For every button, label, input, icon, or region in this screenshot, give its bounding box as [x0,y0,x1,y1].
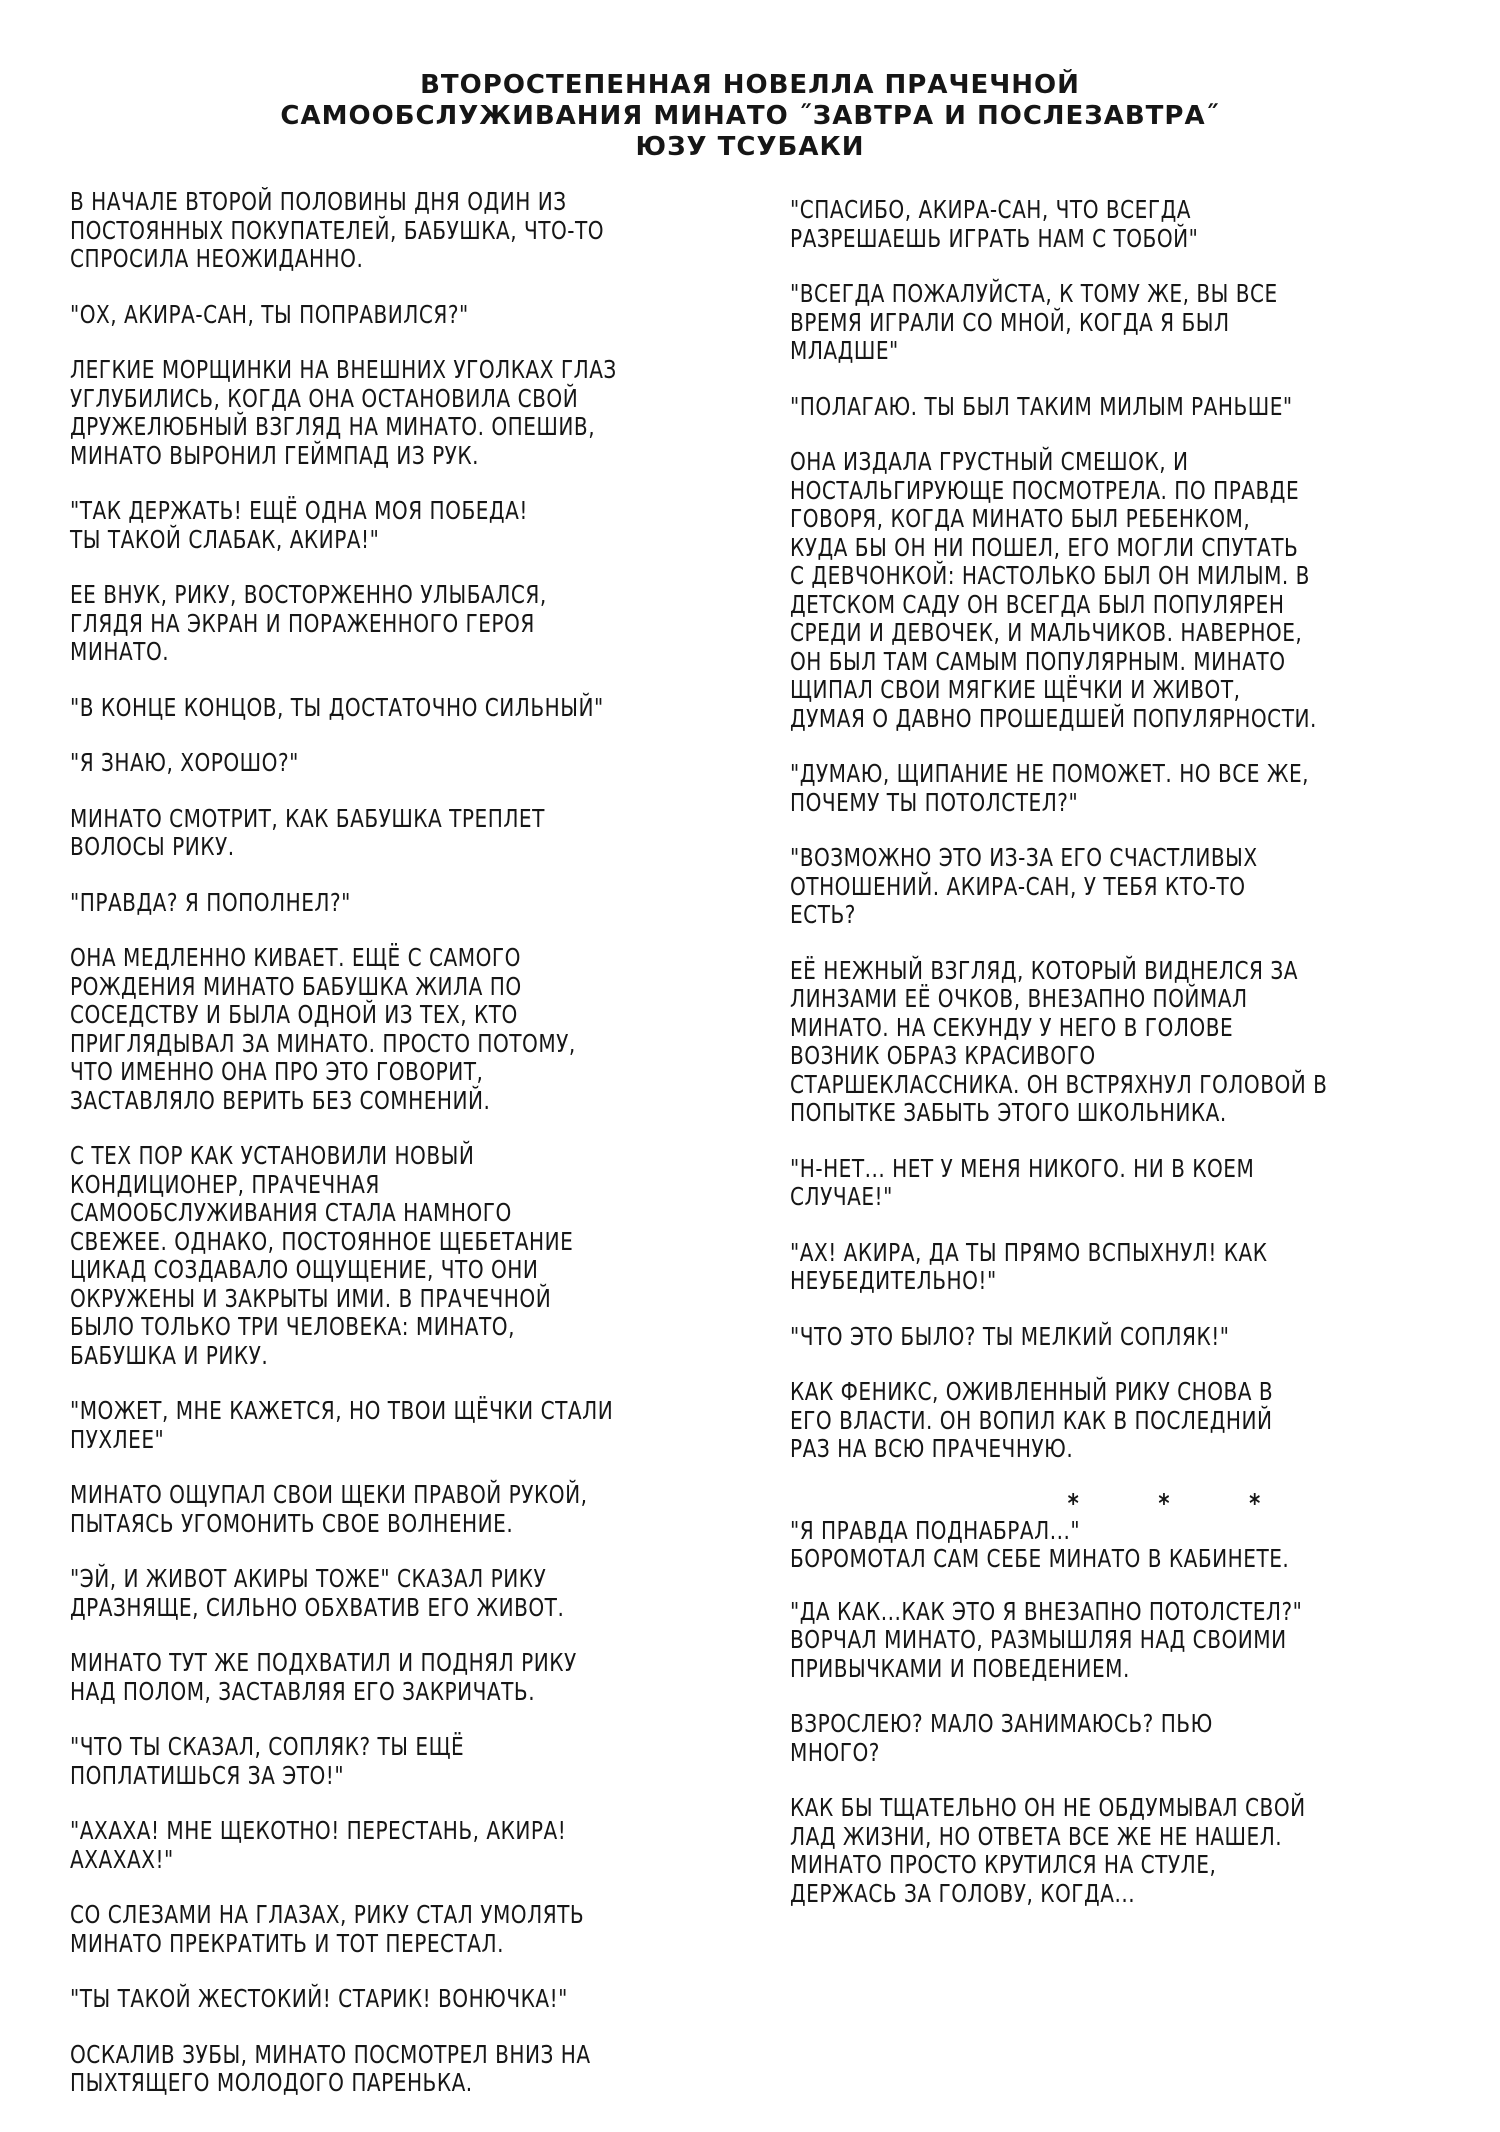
document-title [200,70,1300,163]
paragraph: "ПОЛАГАЮ. ТЫ БЫЛ ТАКИМ МИЛЫМ РАНЬШЕ" [790,391,1293,421]
paragraph: "ВОЗМОЖНО ЭТО ИЗ-ЗА ЕГО СЧАСТЛИВЫХ ОТНОШЕНИЙ. АКИРА-САН, У ТЕБЯ КТО-ТО ЕСТЬ? [790,843,1258,929]
paragraph: "В КОНЦЕ КОНЦОВ, ТЫ ДОСТАТОЧНО СИЛЬНЫЙ" [70,692,604,722]
paragraph: ОСКАЛИВ ЗУБЫ, МИНАТО ПОСМОТРЕЛ ВНИЗ НА ПЫХТЯЩЕГО МОЛОДОГО ПАРЕНЬКА. [70,2039,591,2097]
right-column [790,196,1476,1935]
paragraph: МИНАТО СМОТРИТ, КАК БАБУШКА ТРЕПЛЕТ ВОЛОСЫ РИКУ. [70,803,545,861]
paragraph: "Я ПРАВДА ПОДНАБРАЛ..." БОРОМОТАЛ САМ СЕБЕ МИНАТО В КАБИНЕТЕ. [790,1515,1290,1573]
paragraph: МИНАТО ТУТ ЖЕ ПОДХВАТИЛ И ПОДНЯЛ РИКУ НАД ПОЛОМ, ЗАСТАВЛЯЯ ЕГО ЗАКРИЧАТЬ. [70,1648,577,1706]
paragraph: ОНА МЕДЛЕННО КИВАЕТ. ЕЩЁ С САМОГО РОЖДЕНИЯ МИНАТО БАБУШКА ЖИЛА ПО СОСЕДСТВУ И БЫЛА ОДНОЙ ИЗ ТЕХ, КТО ПРИГЛЯДЫВАЛ ЗА МИНАТО. ПРОСТО ПОТОМУ, ЧТО ИМЕННО ОНА ПРО ЭТО ГОВОРИТ, ЗАСТАВЛЯЛО ВЕРИТЬ БЕЗ СОМНЕНИЙ. [70,943,576,1115]
paragraph: "ВСЕГДА ПОЖАЛУЙСТА, К ТОМУ ЖЕ, ВЫ ВСЕ ВРЕМЯ ИГРАЛИ СО МНОЙ, КОГДА Я БЫЛ МЛАДШЕ" [790,279,1278,365]
paragraph: "МОЖЕТ, МНЕ КАЖЕТСЯ, НО ТВОИ ЩЁЧКИ СТАЛИ ПУХЛЕЕ" [70,1396,614,1454]
scene-break: * * * [1067,1488,1297,1519]
paragraph: СО СЛЕЗАМИ НА ГЛАЗАХ, РИКУ СТАЛ УМОЛЯТЬ МИНАТО ПРЕКРАТИТЬ И ТОТ ПЕРЕСТАЛ. [70,1900,585,1958]
paragraph: ОНА ИЗДАЛА ГРУСТНЫЙ СМЕШОК, И НОСТАЛЬГИРУЮЩЕ ПОСМОТРЕЛА. ПО ПРАВДЕ ГОВОРЯ, КОГДА МИНАТО БЫЛ РЕБЕНКОМ, КУДА БЫ ОН НИ ПОШЕЛ, ЕГО МОГЛИ СПУТАТЬ С ДЕВЧОНКОЙ: НАСТОЛЬКО БЫЛ ОН МИЛЫМ. В ДЕТСКОМ САДУ ОН ВСЕГДА БЫЛ ПОПУЛЯРЕН СРЕДИ И ДЕВОЧЕК, И МАЛЬЧИКОВ. НАВЕРНОЕ, ОН БЫЛ ТАМ САМЫМ ПОПУЛЯРНЫМ. МИНАТО ЩИПАЛ СВОИ МЯГКИЕ ЩЁЧКИ И ЖИВОТ, ДУМАЯ О ДАВНО ПРОШЕДШЕЙ ПОПУЛЯРНОСТИ. [790,447,1317,733]
title-line-3-author: ЮЗУ ТСУБАКИ [635,132,865,162]
paragraph: В НАЧАЛЕ ВТОРОЙ ПОЛОВИНЫ ДНЯ ОДИН ИЗ ПОСТОЯННЫХ ПОКУПАТЕЛЕЙ, БАБУШКА, ЧТО-ТО СПРОСИЛА НЕОЖИДАННО. [70,187,605,273]
paragraph: "Н-НЕТ... НЕТ У МЕНЯ НИКОГО. НИ В КОЕМ СЛУЧАЕ!" [790,1153,1255,1211]
paragraph: ЛЕГКИЕ МОРЩИНКИ НА ВНЕШНИХ УГОЛКАХ ГЛАЗ УГЛУБИЛИСЬ, КОГДА ОНА ОСТАНОВИЛА СВОЙ ДРУЖЕЛЮБНЫЙ ВЗГЛЯД НА МИНАТО. ОПЕШИВ, МИНАТО ВЫРОНИЛ ГЕЙМПАД ИЗ РУК. [70,355,617,470]
paragraph: "ДУМАЮ, ЩИПАНИЕ НЕ ПОМОЖЕТ. НО ВСЕ ЖЕ, ПОЧЕМУ ТЫ ПОТОЛСТЕЛ?" [790,759,1310,817]
paragraph: С ТЕХ ПОР КАК УСТАНОВИЛИ НОВЫЙ КОНДИЦИОНЕР, ПРАЧЕЧНАЯ САМООБСЛУЖИВАНИЯ СТАЛА НАМНОГО СВЕЖЕЕ. ОДНАКО, ПОСТОЯННОЕ ЩЕБЕТАНИЕ ЦИКАД СОЗДАВАЛО ОЩУЩЕНИЕ, ЧТО ОНИ ОКРУЖЕНЫ И ЗАКРЫТЫ ИМИ. В ПРАЧЕЧНОЙ БЫЛО ТОЛЬКО ТРИ ЧЕЛОВЕКА: МИНАТО, БАБУШКА И РИКУ. [70,1141,574,1370]
paragraph: "АХАХА! МНЕ ЩЕКОТНО! ПЕРЕСТАНЬ, АКИРА! АХАХАХ!" [70,1816,567,1874]
paragraph: ЕЁ НЕЖНЫЙ ВЗГЛЯД, КОТОРЫЙ ВИДНЕЛСЯ ЗА ЛИНЗАМИ ЕЁ ОЧКОВ, ВНЕЗАПНО ПОЙМАЛ МИНАТО. НА СЕКУНДУ У НЕГО В ГОЛОВЕ ВОЗНИК ОБРАЗ КРАСИВОГО СТАРШЕКЛАССНИКА. ОН ВСТРЯХНУЛ ГОЛОВОЙ В ПОПЫТКЕ ЗАБЫТЬ ЭТОГО ШКОЛЬНИКА. [790,955,1328,1127]
paragraph: "ДА КАК...КАК ЭТО Я ВНЕЗАПНО ПОТОЛСТЕЛ?" ВОРЧАЛ МИНАТО, РАЗМЫШЛЯЯ НАД СВОИМИ ПРИВЫЧКАМИ И ПОВЕДЕНИЕМ. [790,1596,1303,1683]
paragraph: КАК ФЕНИКС, ОЖИВЛЕННЫЙ РИКУ СНОВА В ЕГО ВЛАСТИ. ОН ВОПИЛ КАК В ПОСЛЕДНИЙ РАЗ НА ВСЮ ПРАЧЕЧНУЮ. [790,1377,1274,1463]
paragraph: "ЧТО ТЫ СКАЗАЛ, СОПЛЯК? ТЫ ЕЩЁ ПОПЛАТИШЬСЯ ЗА ЭТО!" [70,1732,465,1790]
paragraph: "Я ЗНАЮ, ХОРОШО?" [70,748,299,777]
paragraph: "ОХ, АКИРА-САН, ТЫ ПОПРАВИЛСЯ?" [70,299,469,329]
title-line-2: САМООБСЛУЖИВАНИЯ МИНАТО ˝ЗАВТРА И ПОСЛЕЗАВТРА˝ [280,101,1220,131]
paragraph: "СПАСИБО, АКИРА-САН, ЧТО ВСЕГДА РАЗРЕШАЕШЬ ИГРАТЬ НАМ С ТОБОЙ" [790,195,1199,253]
paragraph: МИНАТО ОЩУПАЛ СВОИ ЩЕКИ ПРАВОЙ РУКОЙ, ПЫТАЯСЬ УГОМОНИТЬ СВОЕ ВОЛНЕНИЕ. [70,1480,588,1538]
left-column [70,188,756,2125]
paragraph: "ПРАВДА? Я ПОПОЛНЕЛ?" [70,887,351,917]
paragraph: ВЗРОСЛЕЮ? МАЛО ЗАНИМАЮСЬ? ПЬЮ МНОГО? [790,1709,1213,1767]
paragraph: "ТАК ДЕРЖАТЬ! ЕЩЁ ОДНА МОЯ ПОБЕДА! ТЫ ТАКОЙ СЛАБАК, АКИРА!" [70,496,528,554]
paragraph: "ЧТО ЭТО БЫЛО? ТЫ МЕЛКИЙ СОПЛЯК!" [790,1321,1230,1351]
paragraph: "ЭЙ, И ЖИВОТ АКИРЫ ТОЖЕ" СКАЗАЛ РИКУ ДРАЗНЯЩЕ, СИЛЬНО ОБХВАТИВ ЕГО ЖИВОТ. [70,1564,565,1622]
paragraph: "ТЫ ТАКОЙ ЖЕСТОКИЙ! СТАРИК! ВОНЮЧКА!" [70,1984,568,2013]
paragraph: КАК БЫ ТЩАТЕЛЬНО ОН НЕ ОБДУМЫВАЛ СВОЙ ЛАД ЖИЗНИ, НО ОТВЕТА ВСЕ ЖЕ НЕ НАШЕЛ. МИНАТО ПРОСТО КРУТИЛСЯ НА СТУЛЕ, ДЕРЖАСЬ ЗА ГОЛОВУ, КОГДА... [790,1793,1306,1908]
title-line-1: ВТОРОСТЕПЕННАЯ НОВЕЛЛА ПРАЧЕЧНОЙ [420,70,1080,100]
paragraph: ЕЕ ВНУК, РИКУ, ВОСТОРЖЕННО УЛЫБАЛСЯ, ГЛЯДЯ НА ЭКРАН И ПОРАЖЕННОГО ГЕРОЯ МИНАТО. [70,580,547,666]
paragraph: "АХ! АКИРА, ДА ТЫ ПРЯМО ВСПЫХНУЛ! КАК НЕУБЕДИТЕЛЬНО!" [790,1237,1268,1295]
